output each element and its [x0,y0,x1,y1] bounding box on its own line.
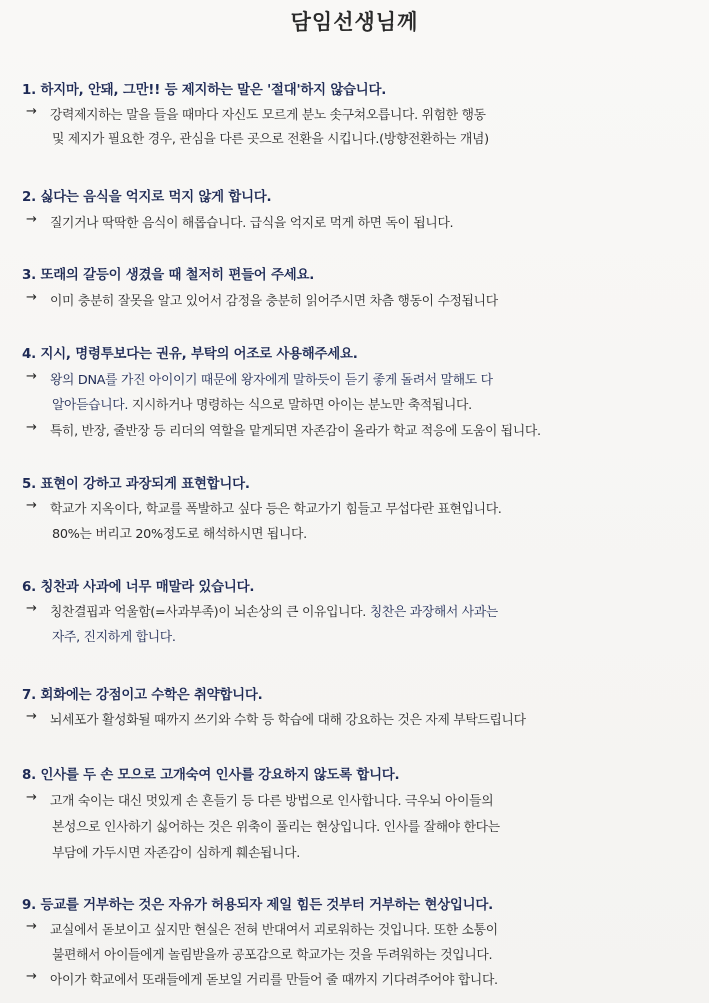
section-text: 학교가 지옥이다, 학교를 폭발하고 싶다 등은 학교가기 힘들고 무섭다란 표현입니다. [50,502,502,517]
arrow-icon: → [26,420,37,435]
plain-text: 지시하거나 명령하는 식으로 말하면 아이는 분노만 축적됩니다. [128,398,472,413]
section-heading: 1. 하지마, 안돼, 그만!! 등 제지하는 말은 '절대'하지 않습니다. [22,83,387,98]
section-heading: 7. 회화에는 강점이고 수학은 취약합니다. [22,688,263,703]
section-text: 부담에 가두시면 자존감이 심하게 훼손됩니다. [52,846,301,861]
section-text: 불편해서 아이들에게 놀림받을까 공포감으로 학교가는 것을 두려워하는 것입니다. [52,948,493,963]
section-text: 교실에서 돋보이고 싶지만 현실은 전혀 반대여서 괴로워하는 것입니다. 또한 소통이 [50,923,498,938]
section-text: 본성으로 인사하기 싫어하는 것은 위축이 풀리는 현상입니다. 인사를 잘해야 한다는 [52,820,500,835]
arrow-icon: → [26,969,37,984]
plain-text: 칭찬결핍과 억울함(=사과부족)이 뇌손상의 큰 이유입니다. [50,605,370,620]
section-text: 강력제지하는 말을 들을 때마다 자신도 모르게 분노 솟구쳐오릅니다. 위험한 행동 [50,108,486,123]
arrow-icon: → [26,369,37,384]
section-heading: 3. 또래의 갈등이 생겼을 때 철저히 편들어 주세요. [22,268,315,283]
arrow-icon: → [26,290,37,305]
section-heading: 6. 칭찬과 사과에 너무 매말라 있습니다. [22,580,255,595]
section-text: 이미 충분히 잘못을 알고 있어서 감정을 충분히 읽어주시면 차츰 행동이 수정됩니다 [50,294,498,309]
section-text: 자주, 진지하게 합니다. [52,630,176,645]
section-heading: 5. 표현이 강하고 과장되게 표현합니다. [22,477,250,492]
arrow-icon: → [26,709,37,724]
section-heading: 8. 인사를 두 손 모으로 고개숙여 인사를 강요하지 않도록 합니다. [22,768,400,783]
section-text [50,601,498,620]
section-text: 왕의 DNA를 가진 아이이기 때문에 왕자에게 말하듯이 듣기 좋게 돌려서 말해도 다 [50,373,493,388]
section-text: 아이가 학교에서 또래들에게 돋보일 거리를 만들어 줄 때까지 기다려주어야 합니다. [50,973,498,988]
section-text: 뇌세포가 활성화될 때까지 쓰기와 수학 등 학습에 대해 강요하는 것은 자제 부탁드립니다 [50,713,526,728]
highlight-text: 칭찬은 과장해서 사과는 [369,605,498,620]
section-heading: 4. 지시, 명령투보다는 권유, 부탁의 어조로 사용해주세요. [22,347,358,362]
section-text: 질기거나 딱딱한 음식이 해롭습니다. 급식을 억지로 먹게 하면 독이 됩니다. [50,216,454,231]
arrow-icon: → [26,790,37,805]
section-heading: 2. 싫다는 음식을 억지로 먹지 않게 합니다. [22,190,272,205]
highlight-text: 알아듣습니다. [52,398,129,413]
section-text: 고개 숙이는 대신 멋있게 손 흔들기 등 다른 방법으로 인사합니다. 극우뇌 아이들의 [50,794,494,809]
section-text: 및 제지가 필요한 경우, 관심을 다른 곳으로 전환을 시킵니다.(방향전환하는 개념) [52,132,489,147]
section-text: 특히, 반장, 줄반장 등 리더의 역할을 맡게되면 자존감이 올라가 학교 적응에 도움이 됩니다. [50,424,541,439]
section-text: 80%는 버리고 20%정도로 해석하시면 됩니다. [52,527,307,542]
section-text [52,394,472,413]
section-heading: 9. 등교를 거부하는 것은 자유가 허용되자 제일 힘든 것부터 거부하는 현상입니다. [22,898,494,913]
arrow-icon: → [26,104,37,119]
page-title: 담임선생님께 [290,10,419,34]
arrow-icon: → [26,212,37,227]
arrow-icon: → [26,601,37,616]
arrow-icon: → [26,498,37,513]
arrow-icon: → [26,919,37,934]
